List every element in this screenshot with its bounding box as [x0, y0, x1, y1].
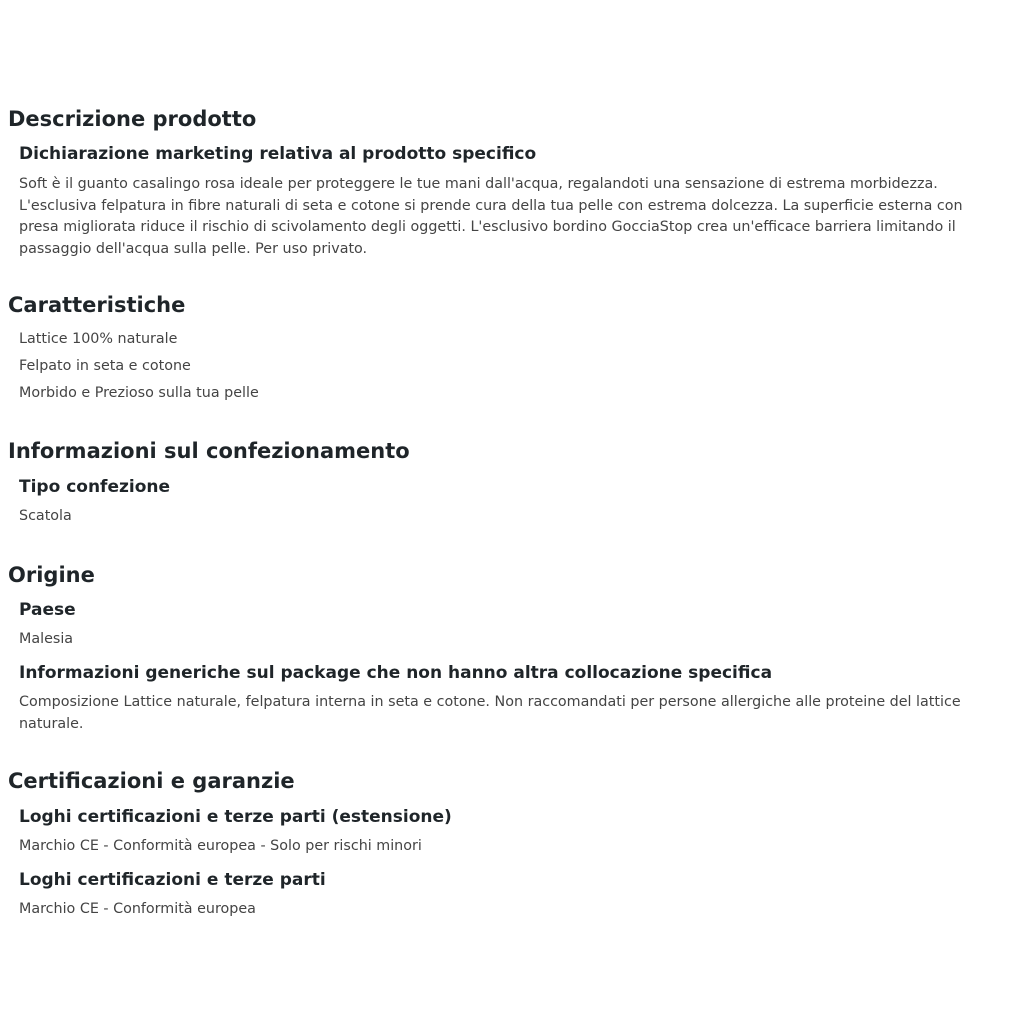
- section-title-confezionamento: Informazioni sul confezionamento: [8, 439, 410, 463]
- value-certificazioni-terze-parti: Marchio CE - Conformità europea: [19, 901, 256, 917]
- generiche-line: naturale.: [19, 715, 84, 732]
- label-tipo-confezione: Tipo confezione: [19, 477, 171, 497]
- marketing-line: passaggio dell'acqua sulla pelle. Per uso privato.: [19, 240, 368, 257]
- marketing-line: presa migliorata riduce il rischio di scivolamento degli oggetti. L'esclusivo bordino GocciaStop crea un'efficace barriera limitando il: [19, 219, 956, 235]
- marketing-line: L'esclusiva felpatura in fibre naturali di seta e cotone si prende cura della tua pelle con estrema dolcezza. La superficie esterna con: [19, 197, 963, 214]
- feature-item: Lattice 100% naturale: [19, 331, 178, 347]
- value-certificazioni-estensione: Marchio CE - Conformità europea - Solo per rischi minori: [19, 838, 422, 854]
- generiche-line: Composizione Lattice naturale, felpatura interna in seta e cotone. Non raccomandati per persone allergiche alle proteine del lattice: [19, 694, 961, 710]
- section-title-caratteristiche: Caratteristiche: [8, 293, 186, 317]
- label-informazioni-generiche: Informazioni generiche sul package che non hanno altra collocazione specifica: [19, 663, 773, 683]
- label-marketing: Dichiarazione marketing relativa al prodotto specifico: [19, 144, 537, 164]
- label-certificazioni-terze-parti: Loghi certificazioni e terze parti: [19, 870, 326, 890]
- value-informazioni-generiche: [19, 692, 1014, 735]
- label-certificazioni-estensione: Loghi certificazioni e terze parti (estensione): [19, 807, 452, 827]
- feature-item: Morbido e Prezioso sulla tua pelle: [19, 385, 259, 401]
- feature-item: Felpato in seta e cotone: [19, 358, 191, 374]
- section-title-certificazioni: Certificazioni e garanzie: [8, 769, 295, 793]
- value-tipo-confezione: Scatola: [19, 508, 72, 524]
- label-paese: Paese: [19, 600, 76, 620]
- section-title-descrizione: Descrizione prodotto: [8, 107, 257, 131]
- marketing-line: Soft è il guanto casalingo rosa ideale per proteggere le tue mani dall'acqua, regalandoti una sensazione di estrema morbidezza.: [19, 176, 938, 192]
- value-paese: Malesia: [19, 631, 74, 647]
- section-title-origine: Origine: [8, 563, 95, 587]
- marketing-description: [19, 174, 1014, 260]
